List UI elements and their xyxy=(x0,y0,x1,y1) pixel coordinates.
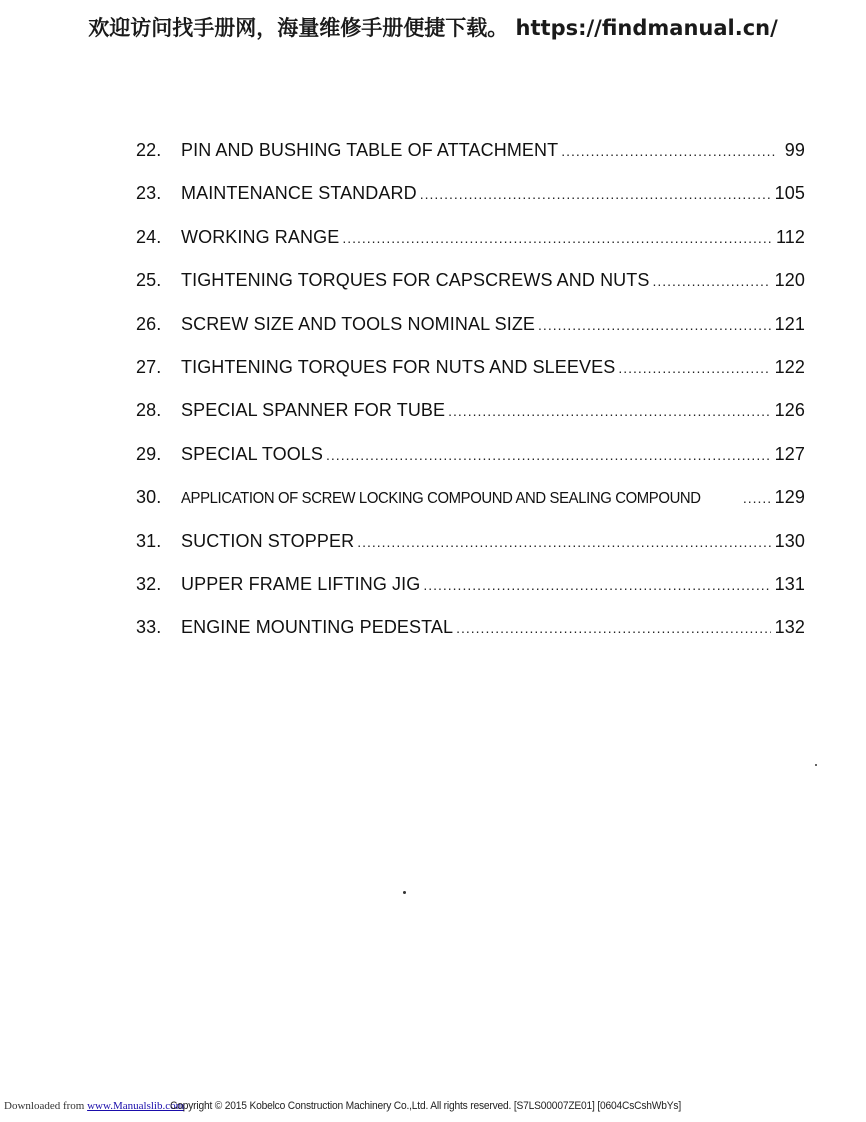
manualslib-link[interactable]: www.Manualslib.com xyxy=(87,1100,185,1112)
toc-entry-title: UPPER FRAME LIFTING JIG xyxy=(181,573,421,594)
toc-entry-page: 99 xyxy=(784,140,805,160)
toc-entry-page: 131 xyxy=(774,573,805,594)
toc-entry xyxy=(136,617,805,660)
toc-dot-leader xyxy=(357,534,770,550)
toc-entry-page: 132 xyxy=(774,617,805,638)
toc-dot-leader xyxy=(326,447,771,463)
toc-entry xyxy=(136,531,805,574)
toc-entry-page: 105 xyxy=(774,183,805,204)
download-source-text: Downloaded from xyxy=(4,1100,88,1112)
scan-speck xyxy=(815,764,817,766)
toc-entry-page: 112 xyxy=(776,226,805,247)
toc-dot-leader xyxy=(561,143,777,159)
toc-entry xyxy=(136,227,805,270)
toc-dot-leader xyxy=(456,620,771,636)
toc-entry-title: TIGHTENING TORQUES FOR NUTS AND SLEEVES xyxy=(181,356,616,377)
toc-entry-title: SPECIAL SPANNER FOR TUBE xyxy=(181,400,446,421)
toc-entry-page: 127 xyxy=(774,443,805,464)
toc-entry xyxy=(136,574,805,617)
table-of-contents xyxy=(136,140,805,661)
toc-entry-number: 31. xyxy=(136,530,162,551)
toc-dot-leader xyxy=(538,317,771,333)
toc-entry-title: APPLICATION OF SCREW LOCKING COMPOUND AND SEALING COMPOUND xyxy=(181,490,701,508)
toc-entry-number: 23. xyxy=(136,183,162,204)
toc-entry-number: 33. xyxy=(136,617,162,638)
scan-speck xyxy=(403,891,406,894)
toc-dot-leader xyxy=(448,403,771,419)
toc-entry-title: WORKING RANGE xyxy=(181,226,340,247)
toc-entry xyxy=(136,400,805,443)
toc-entry-title: SPECIAL TOOLS xyxy=(181,443,324,464)
toc-entry xyxy=(136,270,805,313)
toc-dot-leader xyxy=(618,360,770,376)
toc-entry-number: 22. xyxy=(136,140,162,160)
toc-dot-leader xyxy=(652,273,770,289)
toc-entry-title: PIN AND BUSHING TABLE OF ATTACHMENT xyxy=(181,140,559,160)
toc-entry xyxy=(136,140,805,183)
toc-dot-leader xyxy=(420,186,771,202)
toc-entry-number: 24. xyxy=(136,226,162,247)
toc-entry-number: 26. xyxy=(136,313,162,334)
toc-entry-page: 130 xyxy=(774,530,805,551)
toc-entry xyxy=(136,183,805,226)
toc-entry-page: 121 xyxy=(774,313,805,334)
toc-entry-page: 120 xyxy=(774,270,805,291)
toc-entry-number: 25. xyxy=(136,270,162,291)
toc-entry-title: ENGINE MOUNTING PEDESTAL xyxy=(181,617,454,638)
toc-entry xyxy=(136,357,805,400)
toc-entry-number: 29. xyxy=(136,443,162,464)
toc-entry-number: 30. xyxy=(136,487,162,508)
watermark-banner: 欢迎访问找手册网，海量维修手册便捷下载。 https://findmanual.cn/ xyxy=(88,16,778,40)
toc-entry-number: 32. xyxy=(136,573,162,594)
toc-entry-number: 28. xyxy=(136,400,162,421)
toc-entry-page: 122 xyxy=(774,356,805,377)
toc-entry-page: 126 xyxy=(774,400,805,421)
toc-entry-page: 129 xyxy=(774,487,805,508)
toc-entry-title: SCREW SIZE AND TOOLS NOMINAL SIZE xyxy=(181,313,536,334)
toc-entry xyxy=(136,314,805,357)
toc-dot-leader xyxy=(342,230,772,246)
toc-entry xyxy=(136,487,805,530)
toc-entry xyxy=(136,444,805,487)
toc-dot-leader xyxy=(743,490,771,506)
page-footer xyxy=(4,1100,864,1112)
toc-entry-title: TIGHTENING TORQUES FOR CAPSCREWS AND NUTS xyxy=(181,270,650,291)
toc-dot-leader xyxy=(423,577,770,593)
copyright-notice: Copyright © 2015 Kobelco Construction Machinery Co.,Ltd. All rights reserved. [S7LS00007ZE01] [0604CsCshWbYs] xyxy=(170,1100,681,1112)
toc-entry-title: MAINTENANCE STANDARD xyxy=(181,183,417,204)
toc-entry-number: 27. xyxy=(136,356,162,377)
toc-entry-title: SUCTION STOPPER xyxy=(181,530,355,551)
